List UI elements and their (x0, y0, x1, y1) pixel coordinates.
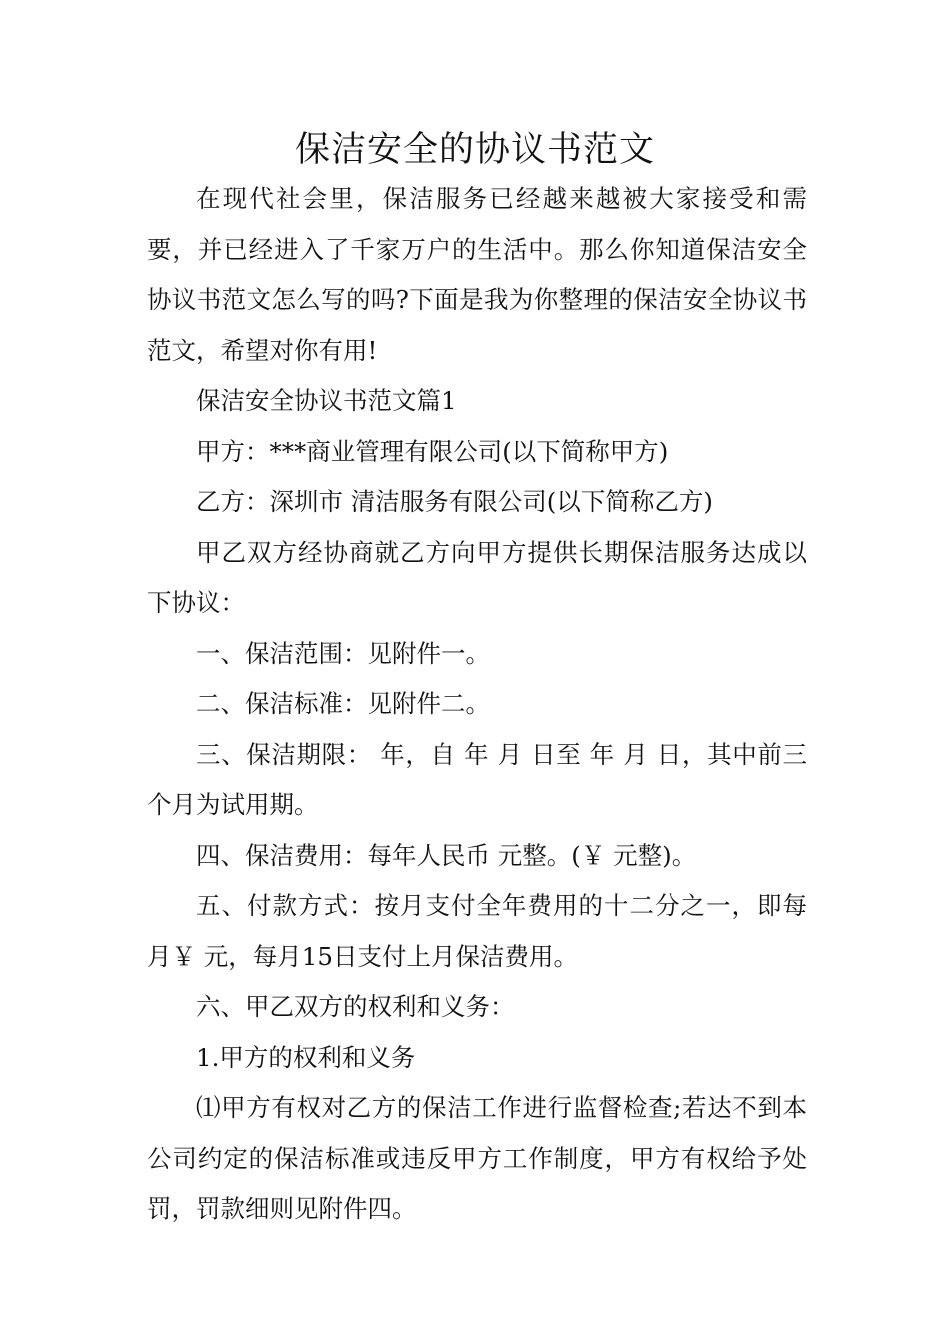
party-a-line: 甲方：***商业管理有限公司(以下简称甲方) (196, 436, 669, 466)
clause-rights: 六、甲乙双方的权利和义务： (196, 992, 515, 1021)
party-a-right-item-1: ⑴甲方有权对乙方的保洁工作进行监督检查;若达不到本公司约定的保洁标准或违反甲方工作制度，甲方有权给予处罚，罚款细则见附件四。 (147, 1093, 807, 1223)
clause-fee: 四、保洁费用：每年人民币 元整。(￥ 元整)。 (196, 840, 697, 870)
clause-scope: 一、保洁范围：见附件一。 (196, 638, 490, 668)
clause-term: 三、保洁期限： 年，自 年 月 日至 年 月 日，其中前三个月为试用期。 (147, 739, 807, 819)
section-heading: 保洁安全协议书范文篇1 (196, 386, 457, 415)
clause-standard: 二、保洁标准：见附件二。 (196, 689, 490, 718)
agreement-intro: 甲乙双方经协商就乙方向甲方提供长期保洁服务达成以下协议： (147, 537, 807, 617)
party-a-rights-heading: 1.甲方的权利和义务 (196, 1042, 416, 1072)
party-b-line: 乙方：深圳市 清洁服务有限公司(以下简称乙方) (196, 487, 713, 516)
intro-paragraph: 在现代社会里，保洁服务已经越来越被大家接受和需要，并已经进入了千家万户的生活中。那么你知道保洁安全协议书范文怎么写的吗?下面是我为你整理的保洁安全协议书范文，希望对你有用! (147, 184, 807, 365)
document-title: 保洁安全的协议书范文 (294, 130, 655, 170)
clause-payment: 五、付款方式：按月支付全年费用的十二分之一，即每月￥ 元，每月15日支付上月保洁费用。 (147, 891, 807, 971)
document-body (147, 174, 807, 1235)
